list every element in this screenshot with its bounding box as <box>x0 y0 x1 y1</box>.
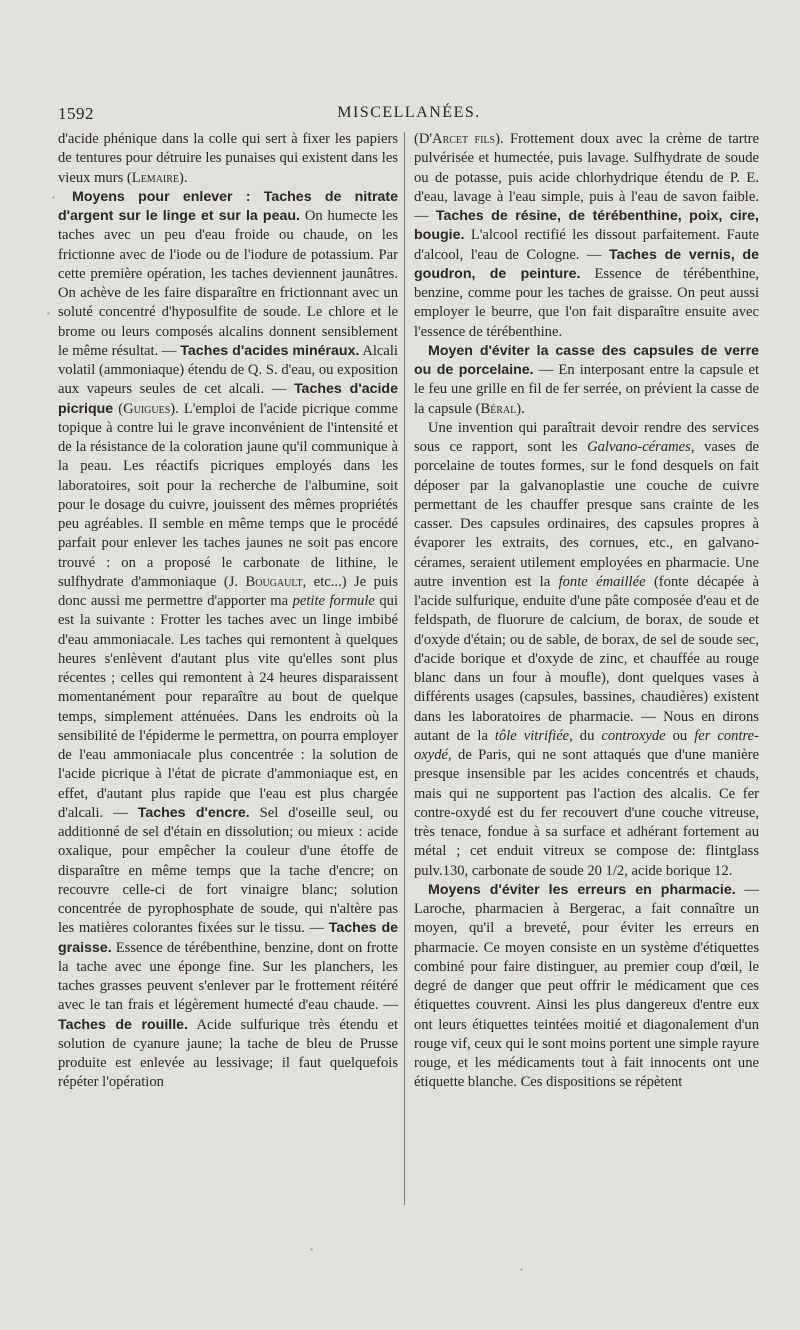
author-name: Arcet fils <box>432 131 496 147</box>
paragraph: Une invention qui paraîtrait devoir rendre des services sous ce rapport, sont les Galvano-cérames, vases de porcelaine de toutes formes, sur le fond desquels on fait déposer par la galvanoplastie une couche de cuivre permettant de les chauffer presque sans crainte de les casser. Des capsules ordinaires, des capsules propres à évaporer les extraits, des cornues, etc., en galvano-cérames, seraient utilement employées en pharmacie. Une autre invention est la fonte émaillée (fonte décapée à l'acide sulfurique, enduite d'une pâte composée d'eau et de feldspath, de fluorure de calcium, de borax, de soude et d'oxyde d'étain; ou de sable, de borax, de sel de soude sec, d'acide borique et d'oxyde de zinc, et chauffée au rouge blanc dans un four à moufle), dont quelques vases à différents usages (capsules, bassines, chaudières) existent dans les laboratoires de pharmacie. — Nous en dirons autant de la tôle vitrifiée, du controxyde ou fer contre-oxydé, de Paris, qui ne sont attaqués que d'une manière presque insensible par les acides concentrés et chauds, mais qui ne supportent pas l'action des alcalis. Ce fer contre-oxydé est du fer recouvert d'une couche vitreuse, très tenace, fondue à sa surface et adhérant fortement au métal ; cet enduit vitreux se compose de: flintglass pulv.130, carbonate de soude 20 1/2, acide borique 12. <box>414 419 760 879</box>
italic-term: petite formule <box>292 593 375 609</box>
section-heading: Moyens pour enlever : Taches de nitrate d'argent sur le linge et sur la peau. <box>58 188 398 224</box>
paragraph: (D'Arcet fils). Frottement doux avec la crème de tartre pulvérisée et humectée, puis lavage. Sulfhydrate de soude ou de potasse, puis acide chlorhydrique étendu de P. E. d'eau, lavage à l'eau simple, puis à l'eau de savon faible. — Taches de résine, de térébenthine, poix, cire, bougie. L'alcool rectifié les dissout parfaitement. Faute d'alcool, l'eau de Cologne. — Taches de vernis, de goudron, de peinture. Essence de térébenthine, benzine, comme pour les taches de graisse. On peut aussi employer le beurre, que l'on fait disparaître ensuite avec l'essence de térébenthine. <box>414 131 760 340</box>
paragraph: Moyen d'éviter la casse des capsules de verre ou de porcelaine. — En interposant entre la capsule et le feu une grille en fil de fer serrée, on prévient la casse de la capsule (Béral). <box>414 342 759 417</box>
left-column <box>58 130 398 1093</box>
section-heading: Taches de vernis, de goudron, de peinture. <box>414 246 759 282</box>
section-heading: Taches de graisse. <box>58 920 399 956</box>
section-heading: Taches d'acide picrique <box>58 381 398 417</box>
paper-speck <box>520 1268 523 1271</box>
paper-speck <box>310 1248 313 1251</box>
section-heading: Taches de rouille. <box>58 1016 189 1033</box>
right-column <box>414 130 759 1093</box>
paragraph: Moyens pour enlever : Taches de nitrate d'argent sur le linge et sur la peau. On humecte les taches avec un peu d'eau froide ou chaude, on les frictionne avec de l'iode ou de l'iodure de potassium. Par cette première opération, les taches deviennent jaunâtres. On achève de les faire disparaître en frictionnant avec un soluté concentré d'hyposulfite de soude. Le chlore et le brome ou leurs composés alcalins donnent sensiblement le même résultat. — Taches d'acides minéraux. Alcali volatil (ammoniaque) étendu de Q. S. d'eau, ou exposition aux vapeurs seules de cet alcali. — Taches d'acide picrique (Guigues). L'emploi de l'acide picrique comme topique à contre lui le grave inconvénient de l'intensité et de la résistance de la coloration jaune qu'il communique à la peau. Les réactifs picriques employés dans les laboratoires, soit pour la recherche de l'albumine, soit pour le dosage du cuivre, jouissent des mêmes propriétés peu agréables. Il semble en même temps que le procédé parfait pour enlever les taches jaunes ne soit pas encore trouvé : on a proposé le carbonate de lithine, le sulfhydrate d'ammoniaque (J. Bougault, etc...) Je puis donc aussi me permettre d'apporter ma petite formule qui est la suivante : Frotter les taches avec un linge imbibé d'eau ammoniacale. Les taches qui remontent à quelques heures s'enlèvent d'autant plus vite qu'elles sont plus récentes ; celles qui remontent à 24 heures disparaissent momentanément pour reparaître au bout de quelque temps, simplement atténuées. Dans les endroits où la sensibilité de l'épiderme le permettra, on pourra employer de l'eau ammoniacale plus concentrée : la solution de l'acide picrique à l'état de picrate d'ammoniaque est, en effet, d'autant plus rapide que l'eau est plus chargée d'alcali. — Taches d'encre. Sel d'oseille seul, ou additionné de sel d'étain en dissolution; ou mieux : acide oxalique, pour empêcher la couleur d'une étoffe de disparaître en même temps que la tache d'encre; on recouvre celle-ci de fort vinaigre blanc; solution concentrée de pyrophosphate de soude, qui n'altère pas les matières colorantes fixées sur le tissu. — Taches de graisse. Essence de térébenthine, benzine, dont on frotte la tache avec une éponge fine. Sur les planchers, les taches grasses peuvent s'enlever par le frottement réitéré avec le tan frais et légèrement humecté d'eau chaude. — Taches de rouille. Acide sulfurique très étendu et solution de cyanure jaune; la tache de bleu de Prusse produite est enlevée au lessivage; il faut quelquefois répéter l'opération <box>58 188 399 1091</box>
author-name: Béral <box>480 400 517 417</box>
italic-term: fonte émaillée <box>558 573 646 590</box>
author-name: Lemaire <box>131 169 180 186</box>
paragraph: Moyens d'éviter les erreurs en pharmacie. — Laroche, pharmacien à Bergerac, a fait connaître un moyen, qu'il a breveté, pour éviter les erreurs en pharmacie. Ce moyen consiste en un système d'étiquettes combiné pour faire distinguer, au premier coup d'œil, le degré de danger que peut offrir le médicament que ces étiquettes couvrent. Ainsi les plus dangereux d'entre eux ont leurs étiquettes teintées moitié et diagonalement d'un rouge vif, ceux qui le sont moins portent une simple rayure rouge, et les médicaments tout à fait innocents ont une étiquette blanche. Ces dispositions se répètent <box>414 881 759 1091</box>
page-number: 1592 <box>58 104 94 123</box>
running-title: MISCELLANÉES. <box>337 104 481 121</box>
italic-term: Galvano-cérames <box>587 439 691 455</box>
section-heading: Moyens d'éviter les erreurs en pharmacie. <box>428 881 736 898</box>
section-heading: Taches de résine, de térébenthine, poix, cire, bougie. <box>414 208 759 244</box>
section-heading: Taches d'encre. <box>137 804 250 821</box>
italic-term: controxyde <box>601 727 666 744</box>
author-name: Bougault <box>245 573 303 590</box>
section-heading: Moyen d'éviter la casse des capsules de verre ou de porcelaine. <box>414 342 759 378</box>
page-header <box>58 104 760 126</box>
italic-term: tôle vitrifiée <box>494 727 570 744</box>
italic-term: fer contre-oxydé <box>414 727 759 763</box>
section-heading: Taches d'acides minéraux. <box>180 342 360 359</box>
author-name: Guigues <box>123 400 171 417</box>
column-divider <box>404 132 405 1205</box>
paper-speck <box>52 196 55 199</box>
paragraph: d'acide phénique dans la colle qui sert à fixer les papiers de tentures pour détruire les punaises qui existent dans les vieux murs (Lemaire). <box>58 131 398 186</box>
paper-speck <box>47 312 50 315</box>
